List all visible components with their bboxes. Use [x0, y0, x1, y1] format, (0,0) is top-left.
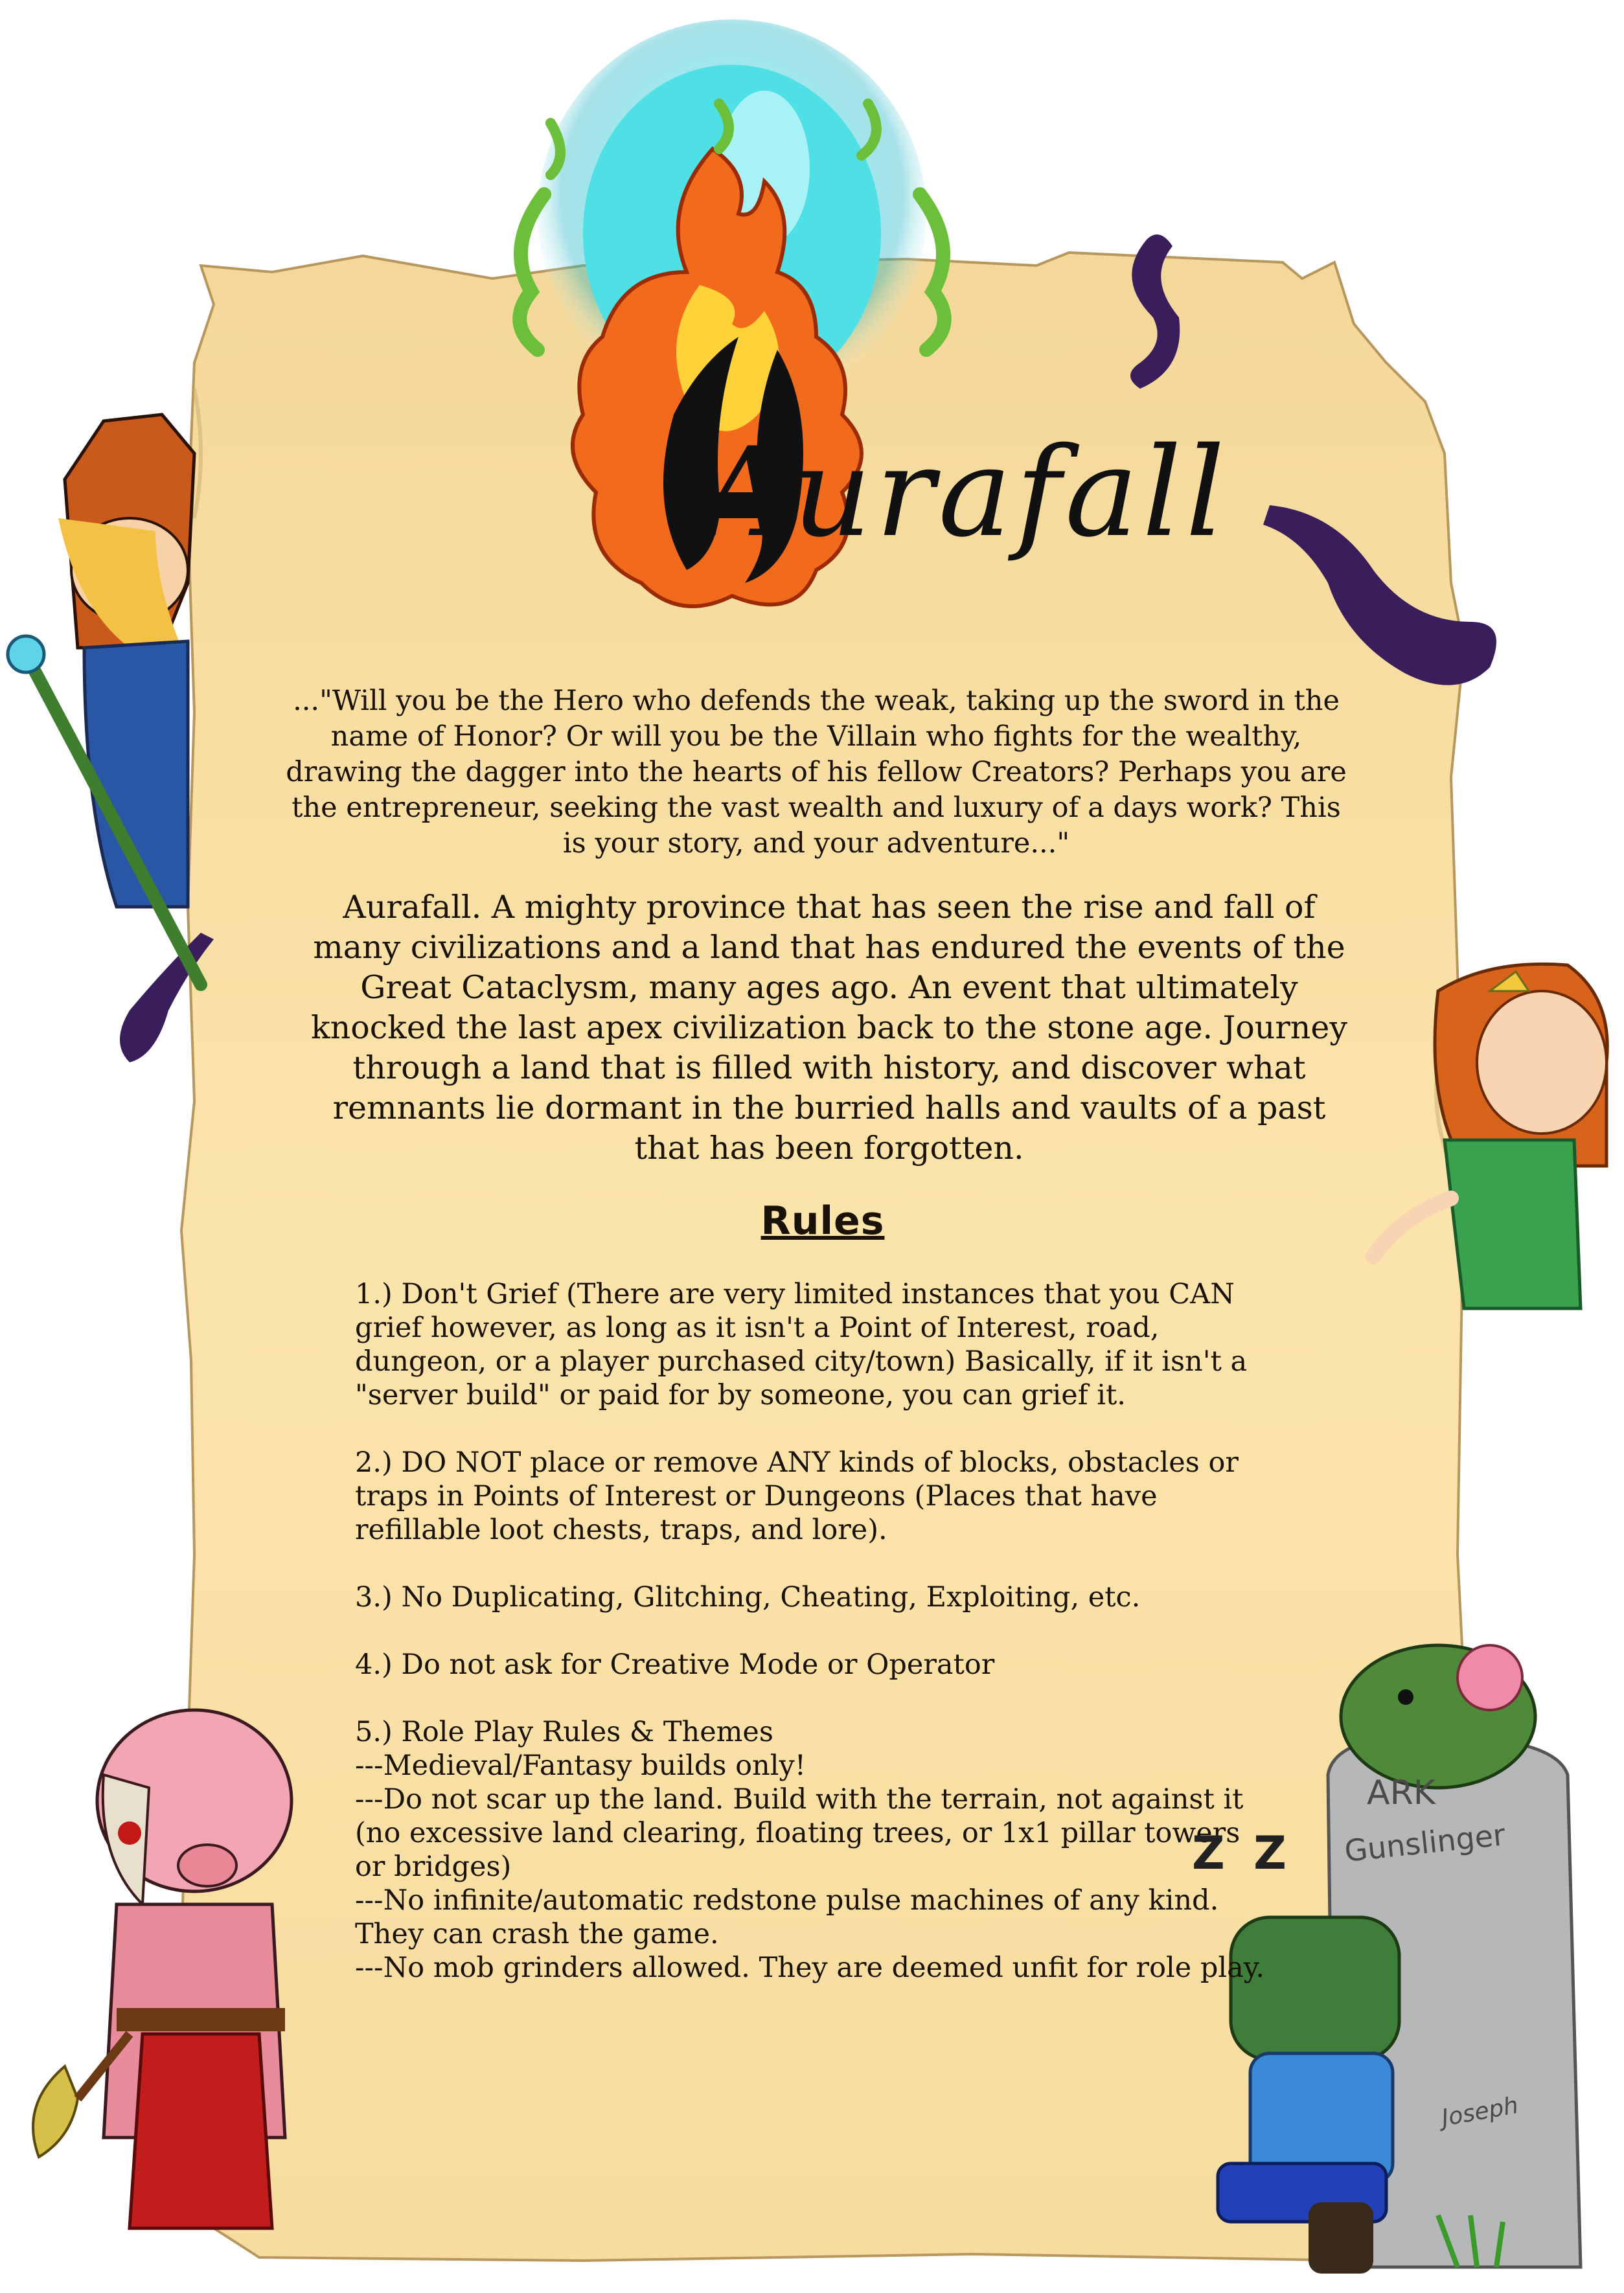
rule-item: 5.) Role Play Rules & Themes ---Medieval/Fantasy builds only! ---Do not scar up the land. Build with the terrain, not against it (no excessive land clearing, floating trees, or 1x1 pillar towers or bridges) ---No infinite/automatic redstone pulse machines of any kind. They can crash the game. ---No mob grinders allowed. They are deemed unfit for role play. [355, 1716, 1265, 1984]
rules-list [355, 1277, 1275, 1985]
sleep-z-text: Z Z [1192, 1827, 1293, 1880]
logo-title: Aurafall [700, 421, 1229, 564]
rule-item: 1.) Don't Grief (There are very limited instances that you CAN grief however, as long as it isn't a Point of Interest, road, dungeon, or a player purchased city/town) Basically, if it isn't a "server build" or paid for by someone, you can grief it. [355, 1278, 1248, 1411]
pigman-warrior-icon [33, 1710, 292, 2228]
rule-item: 3.) No Duplicating, Glitching, Cheating, Exploiting, etc. [355, 1581, 1141, 1614]
mage-character-icon [8, 415, 201, 985]
intro-quote: ..."Will you be the Hero who defends the weak, taking up the sword in the name of Honor? Or will you be the Villain who fights for the wealthy, drawing the dagger into the hearts of his fellow Creators? Perhaps you are the entrepreneur, seeking the vast wealth and luxury of a days work? This is your story, and your adventure..." [286, 685, 1347, 860]
tombstone-line-1: ARK [1367, 1774, 1435, 1812]
tombstone-line-2: Gunslinger [1342, 1817, 1507, 1869]
rule-item: 2.) DO NOT place or remove ANY kinds of blocks, obstacles or traps in Points of Interest or Dungeons (Places that have refillable loot chests, traps, and lore). [355, 1446, 1239, 1546]
rules-heading: Rules [761, 1198, 885, 1244]
lore-paragraph: Aurafall. A mighty province that has seen the rise and fall of many civilizations and a land that has endured the events of the Great Cataclysm, many ages ago. An event that ultimately knocked the last apex civilization back to the stone age. Journey through a land that is filled with history, and discover what remnants lie dormant in the burried halls and vaults of a past that has been forgotten. [310, 889, 1347, 1167]
rule-item: 4.) Do not ask for Creative Mode or Operator [355, 1648, 995, 1681]
zombie-turtle-icon [1341, 1645, 1535, 1788]
tombstone-signature: Joseph [1439, 2092, 1520, 2132]
